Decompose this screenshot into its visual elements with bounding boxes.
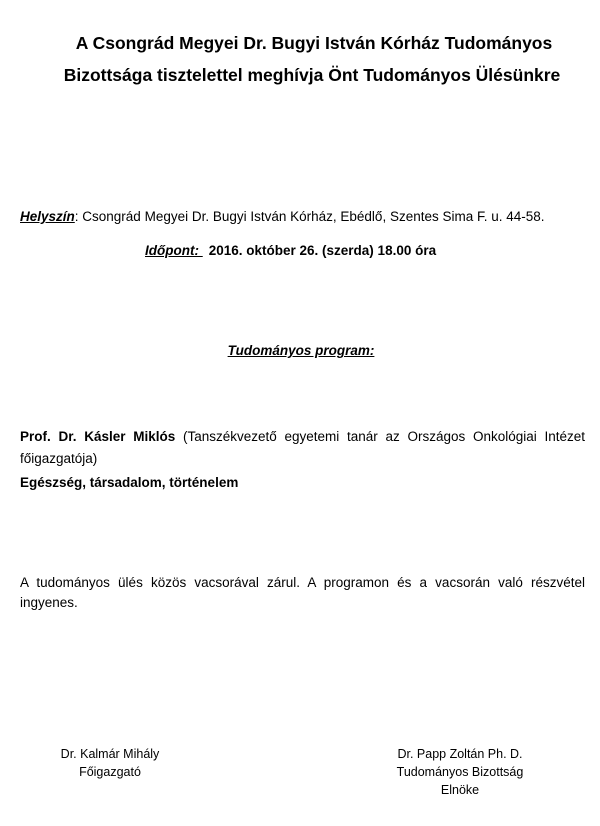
signature-right-role-2: Elnöke [440, 783, 480, 797]
time-value: 2016. október 26. (szerda) 18.00 óra [208, 243, 437, 258]
signature-right-name: Dr. Papp Zoltán Ph. D. [397, 747, 523, 761]
signature-left [40, 745, 180, 781]
signature-left-name: Dr. Kalmár Mihály [60, 747, 160, 761]
title-line-1: A Csongrád Megyei Dr. Bugyi István Kórház Tudományos [75, 33, 553, 53]
signature-right [390, 745, 530, 799]
time-line [145, 242, 436, 260]
closing-paragraph: A tudományos ülés közös vacsorával zárul. A programon és a vacsorán való részvétel ingyenes. [20, 575, 585, 610]
speaker-paragraph [20, 426, 585, 470]
location-label: Helyszín [20, 209, 75, 224]
invitation-title [0, 27, 600, 91]
lecture-title: Egészség, társadalom, történelem [20, 475, 239, 490]
location-line [20, 208, 595, 226]
time-label: Időpont: [145, 243, 203, 258]
speaker-title: (Tanszékvezető egyetemi tanár az Országos Onkológiai Intézet főigazgatója) [20, 429, 585, 466]
speaker-name: Prof. Dr. Kásler Miklós [20, 429, 176, 444]
program-heading [0, 342, 600, 360]
signature-right-role-1: Tudományos Bizottság [396, 765, 524, 779]
program-heading-text: Tudományos program: [227, 343, 375, 358]
signature-left-role: Főigazgató [79, 765, 141, 779]
title-line-2: Bizottsága tisztelettel meghívja Önt Tudományos Ülésünkre [63, 65, 561, 85]
location-value: : Csongrád Megyei Dr. Bugyi István Kórház, Ebédlő, Szentes Sima F. u. 44-58. [74, 209, 545, 224]
